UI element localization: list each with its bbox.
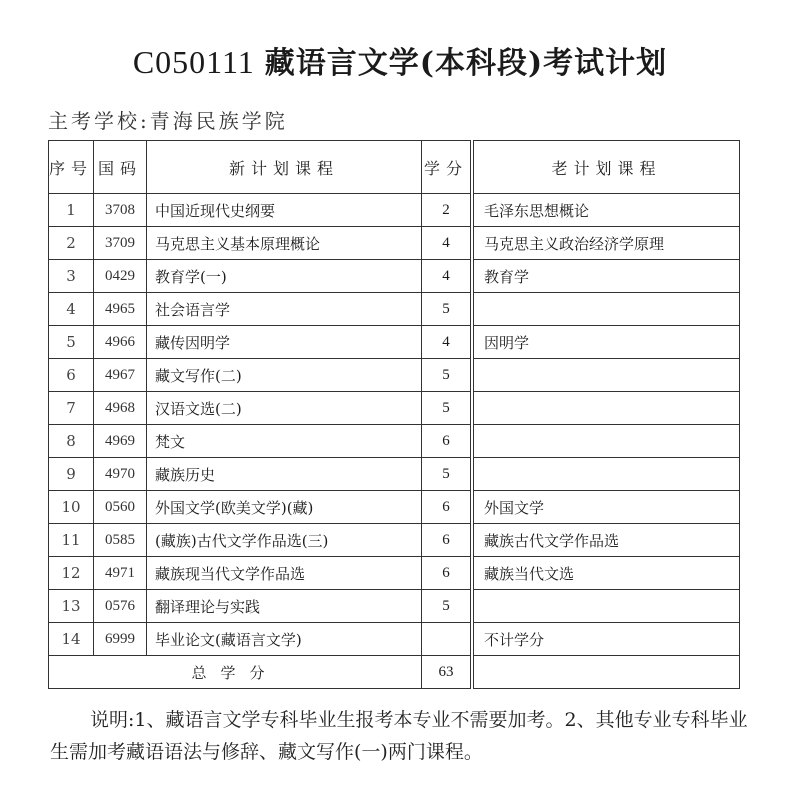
cell-seq: 4: [49, 293, 94, 326]
cell-credit: 5: [422, 359, 473, 392]
cell-old-course: 教育学: [472, 260, 740, 293]
cell-seq: 10: [49, 491, 94, 524]
cell-old-course: 马克思主义政治经济学原理: [472, 227, 740, 260]
total-label: 总学分: [49, 656, 422, 689]
cell-code: 4970: [94, 458, 147, 491]
cell-credit: 5: [422, 392, 473, 425]
cell-code: 4965: [94, 293, 147, 326]
total-credit: 63: [422, 656, 473, 689]
table-row: [49, 590, 740, 623]
cell-code: 0429: [94, 260, 147, 293]
cell-old-course: 因明学: [472, 326, 740, 359]
cell-seq: 8: [49, 425, 94, 458]
cell-seq: 12: [49, 557, 94, 590]
table-row: [49, 524, 740, 557]
cell-old-course: [472, 425, 740, 458]
table-row: [49, 392, 740, 425]
cell-new-course: 汉语文选(二): [147, 392, 422, 425]
document-title: [0, 38, 800, 82]
table-row: [49, 194, 740, 227]
cell-code: 3709: [94, 227, 147, 260]
table-row: [49, 326, 740, 359]
total-empty-cell: [472, 656, 740, 689]
cell-new-course: 社会语言学: [147, 293, 422, 326]
cell-new-course: 藏传因明学: [147, 326, 422, 359]
cell-new-course: (藏族)古代文学作品选(三): [147, 524, 422, 557]
cell-new-course: 藏族历史: [147, 458, 422, 491]
cell-credit: 5: [422, 590, 473, 623]
header-code: 国码: [94, 141, 147, 194]
cell-seq: 5: [49, 326, 94, 359]
cell-new-course: 藏文写作(二): [147, 359, 422, 392]
total-row: [49, 656, 740, 689]
cell-code: 4967: [94, 359, 147, 392]
cell-seq: 2: [49, 227, 94, 260]
header-old-course: 老计划课程: [472, 141, 740, 194]
cell-seq: 3: [49, 260, 94, 293]
cell-old-course: 藏族古代文学作品选: [472, 524, 740, 557]
header-credit: 学分: [422, 141, 473, 194]
cell-old-course: 不计学分: [472, 623, 740, 656]
cell-seq: 13: [49, 590, 94, 623]
cell-code: 4969: [94, 425, 147, 458]
cell-new-course: 毕业论文(藏语言文学): [147, 623, 422, 656]
cell-code: 0585: [94, 524, 147, 557]
cell-new-course: 教育学(一): [147, 260, 422, 293]
cell-code: 4968: [94, 392, 147, 425]
cell-code: 4966: [94, 326, 147, 359]
table-row: [49, 425, 740, 458]
cell-old-course: [472, 359, 740, 392]
cell-code: 0576: [94, 590, 147, 623]
cell-seq: 14: [49, 623, 94, 656]
cell-old-course: 外国文学: [472, 491, 740, 524]
cell-new-course: 翻译理论与实践: [147, 590, 422, 623]
table-row: [49, 227, 740, 260]
header-new-course: 新计划课程: [147, 141, 422, 194]
cell-seq: 7: [49, 392, 94, 425]
cell-credit: 6: [422, 491, 473, 524]
table-header-row: [49, 141, 740, 194]
cell-code: 0560: [94, 491, 147, 524]
cell-credit: 6: [422, 557, 473, 590]
table-row: [49, 623, 740, 656]
program-code: C050111: [132, 44, 255, 80]
cell-credit: 5: [422, 293, 473, 326]
cell-old-course: [472, 590, 740, 623]
cell-old-course: 藏族当代文选: [472, 557, 740, 590]
table-row: [49, 260, 740, 293]
header-seq: 序号: [49, 141, 94, 194]
cell-code: 4971: [94, 557, 147, 590]
cell-new-course: 外国文学(欧美文学)(藏): [147, 491, 422, 524]
cell-new-course: 藏族现当代文学作品选: [147, 557, 422, 590]
cell-code: 6999: [94, 623, 147, 656]
table-row: [49, 293, 740, 326]
table-row: [49, 491, 740, 524]
cell-credit: 6: [422, 425, 473, 458]
cell-credit: 4: [422, 227, 473, 260]
cell-seq: 11: [49, 524, 94, 557]
cell-seq: 1: [49, 194, 94, 227]
cell-seq: 9: [49, 458, 94, 491]
explanatory-note: 说明:1、藏语言文学专科毕业生报考本专业不需要加考。2、其他专业专科毕业生需加考藏语语法与修辞、藏文写作(一)两门课程。: [50, 709, 748, 763]
cell-old-course: [472, 293, 740, 326]
table-row: [49, 458, 740, 491]
cell-credit: 5: [422, 458, 473, 491]
cell-code: 3708: [94, 194, 147, 227]
cell-old-course: 毛泽东思想概论: [472, 194, 740, 227]
table-row: [49, 359, 740, 392]
cell-old-course: [472, 458, 740, 491]
cell-new-course: 中国近现代史纲要: [147, 194, 422, 227]
cell-seq: 6: [49, 359, 94, 392]
cell-old-course: [472, 392, 740, 425]
exam-plan-table: [48, 140, 740, 689]
cell-credit: 4: [422, 260, 473, 293]
cell-credit: 4: [422, 326, 473, 359]
program-name: 藏语言文学(本科段)考试计划: [264, 46, 668, 81]
cell-credit: 2: [422, 194, 473, 227]
cell-credit: [422, 623, 473, 656]
cell-new-course: 梵文: [147, 425, 422, 458]
cell-credit: 6: [422, 524, 473, 557]
table-row: [49, 557, 740, 590]
exam-school: 主考学校:青海民族学院: [48, 109, 288, 133]
cell-new-course: 马克思主义基本原理概论: [147, 227, 422, 260]
